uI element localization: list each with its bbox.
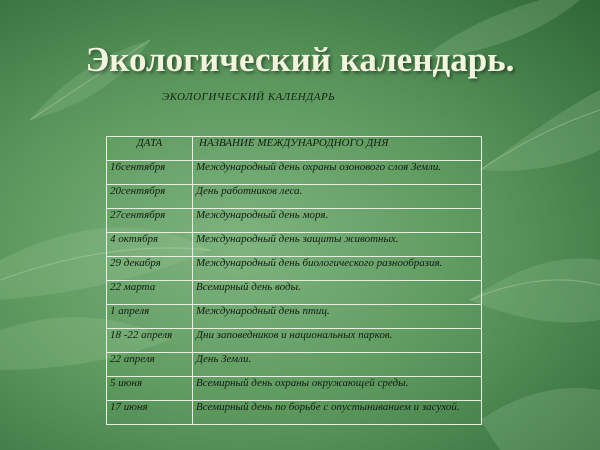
- date-cell: 16сентября: [107, 161, 193, 185]
- date-cell: 27сентября: [107, 209, 193, 233]
- date-cell: 17 июня: [107, 401, 193, 425]
- date-cell: 22 марта: [107, 281, 193, 305]
- day-name-cell: Международный день птиц.: [193, 305, 482, 329]
- day-name-cell: Дни заповедников и национальных парков.: [193, 329, 482, 353]
- table-row: [107, 233, 482, 257]
- table-row: [107, 329, 482, 353]
- table-row: [107, 161, 482, 185]
- day-name-cell: Международный день защиты животных.: [193, 233, 482, 257]
- date-cell: 18 -22 апреля: [107, 329, 193, 353]
- date-cell: 20сентября: [107, 185, 193, 209]
- table-row: [107, 209, 482, 233]
- date-cell: 22 апреля: [107, 353, 193, 377]
- date-cell: 5 июня: [107, 377, 193, 401]
- table-caption: ЭКОЛОГИЧЕСКИЙ КАЛЕНДАРЬ: [162, 91, 336, 103]
- table-header-row: [107, 137, 482, 161]
- date-cell: 4 октября: [107, 233, 193, 257]
- table-row: [107, 185, 482, 209]
- table-row: [107, 353, 482, 377]
- date-cell: 1 апреля: [107, 305, 193, 329]
- day-name-cell: Всемирный день охраны окружающей среды.: [193, 377, 482, 401]
- table-row: [107, 257, 482, 281]
- ecological-calendar-table: [106, 136, 482, 425]
- table-row: [107, 401, 482, 425]
- day-name-cell: Международный день охраны озонового слоя Земли.: [193, 161, 482, 185]
- day-name-cell: Международный день биологического разнообразия.: [193, 257, 482, 281]
- header-date: ДАТА: [107, 137, 193, 161]
- day-name-cell: День Земли.: [193, 353, 482, 377]
- header-day-name: НАЗВАНИЕ МЕЖДУНАРОДНОГО ДНЯ: [193, 137, 482, 161]
- table-row: [107, 305, 482, 329]
- date-cell: 29 декабря: [107, 257, 193, 281]
- day-name-cell: Международный день моря.: [193, 209, 482, 233]
- day-name-cell: День работников леса.: [193, 185, 482, 209]
- slide-title: Экологический календарь.: [85, 40, 515, 79]
- day-name-cell: Всемирный день по борьбе с опустыниванием и засухой.: [193, 401, 482, 425]
- table-row: [107, 281, 482, 305]
- table-row: [107, 377, 482, 401]
- day-name-cell: Всемирный день воды.: [193, 281, 482, 305]
